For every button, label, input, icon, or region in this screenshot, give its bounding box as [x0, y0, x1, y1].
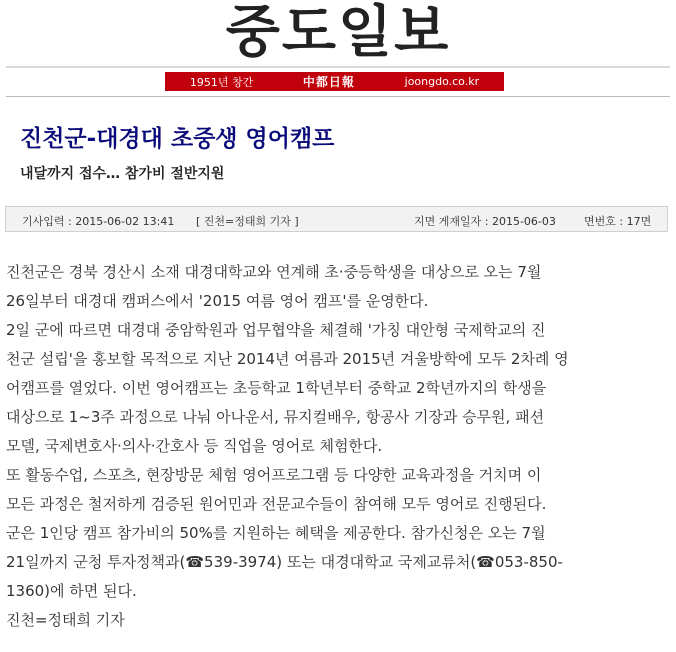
body-line: 21일까지 군청 투자정책과(☎539-3974) 또는 대경대학교 국제교류처(☎053-850-: [6, 553, 563, 571]
body-line: 모델, 국제변호사·의사·간호사 등 직업을 영어로 체험한다.: [6, 437, 383, 455]
hanja-name-logo: 中都日報: [302, 75, 355, 89]
body-line: 어캠프를 열었다. 이번 영어캠프는 초등학교 1학년부터 중학교 2학년까지의 학생을: [6, 379, 547, 397]
article-headline: 진천군-대경대 초중생 영어캠프: [20, 126, 335, 152]
site-link[interactable]: joongdo.co.kr: [404, 75, 480, 88]
founded-label: 1951년 창간: [189, 75, 254, 89]
article-subheadline: 내달까지 접수… 참가비 절반지원: [20, 166, 225, 182]
reporter-byline: [ 진천=정태희 기자 ]: [196, 215, 299, 228]
body-line: 천군 설립'을 홍보할 목적으로 지난 2014년 여름과 2015년 겨울방학에 모두 2차례 영: [6, 350, 569, 368]
newspaper-logo[interactable]: 중도일보: [225, 0, 451, 65]
print-date: 지면 게재일자 : 2015-06-03: [414, 215, 556, 228]
page-number: 면번호 : 17면: [584, 215, 652, 228]
masthead-info-bar: [165, 72, 504, 91]
input-timestamp: 기사입력 : 2015-06-02 13:41: [22, 215, 175, 228]
body-line: 또 활동수업, 스포츠, 현장방문 체험 영어프로그램 등 다양한 교육과정을 거치며 이: [6, 466, 542, 484]
body-line: 모든 과정은 철저하게 검증된 원어민과 전문교수들이 참여해 모두 영어로 진행된다.: [6, 495, 547, 513]
body-line: 진천군은 경북 경산시 소재 대경대학교와 연계해 초·중등학생을 대상으로 오는 7월: [6, 263, 542, 281]
masthead-bottom-divider: [6, 96, 670, 97]
masthead: [0, 0, 676, 92]
article-body: [6, 258, 670, 635]
reporter-signature: 진천=정태희 기자: [6, 611, 125, 629]
masthead-divider: [6, 66, 670, 68]
body-line: 1360)에 하면 된다.: [6, 582, 137, 600]
article-meta-bar: [5, 206, 668, 232]
body-line: 군은 1인당 캠프 참가비의 50%를 지원하는 혜택을 제공한다. 참가신청은 오는 7월: [6, 524, 546, 542]
body-line: 26일부터 대경대 캠퍼스에서 '2015 여름 영어 캠프'를 운영한다.: [6, 292, 429, 310]
body-line: 대상으로 1~3주 과정으로 나눠 아나운서, 뮤지컬배우, 항공사 기장과 승무원, 패션: [6, 408, 545, 426]
body-line: 2일 군에 따르면 대경대 중암학원과 업무협약을 체결해 '가칭 대안형 국제학교의 진: [6, 321, 546, 339]
